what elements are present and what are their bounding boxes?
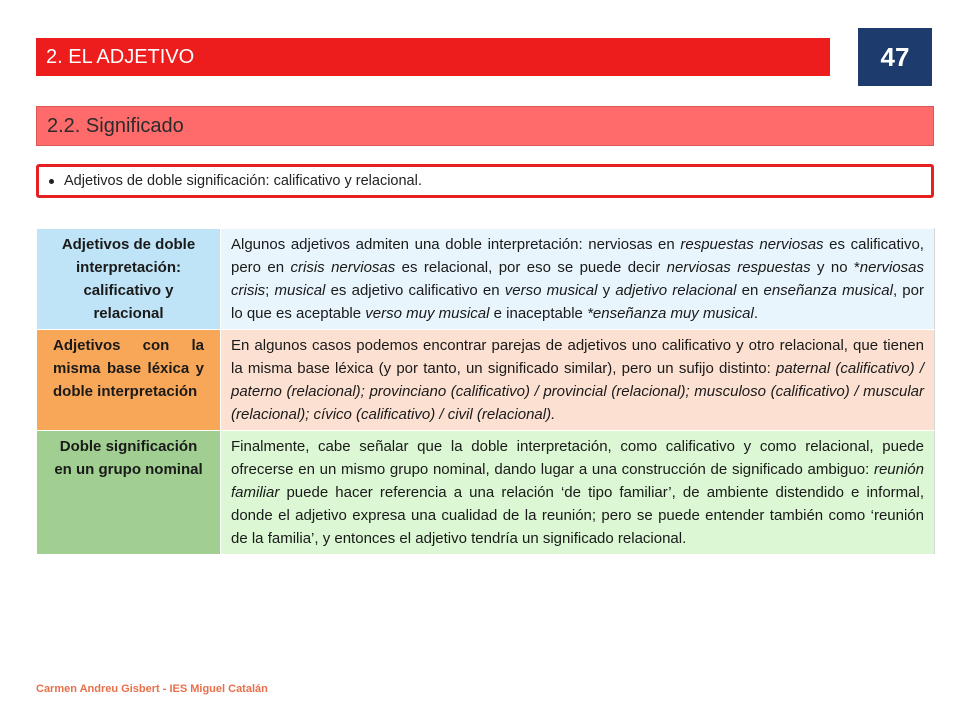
text-run: y no * bbox=[810, 259, 860, 276]
italic-text-run: enseñanza musical bbox=[763, 282, 893, 299]
bullet-icon bbox=[49, 179, 54, 184]
text-run: . bbox=[753, 305, 758, 322]
bullet-text: Adjetivos de doble significación: calificativo y relacional. bbox=[64, 173, 422, 189]
section-title: 2.2. Significado bbox=[47, 115, 184, 137]
row-content-cell bbox=[221, 229, 935, 330]
text-run: y bbox=[597, 282, 616, 299]
row-label: Adjetivos con la misma base léxica y doble interpretación bbox=[53, 337, 204, 400]
text-run: En algunos casos podemos encontrar parejas de adjetivos uno calificativo y otro relacional, que tienen la misma base léxica (y por tanto, un significado similar), pero un sufijo distinto: bbox=[231, 337, 924, 377]
italic-text-run: verso musical bbox=[504, 282, 598, 299]
italic-text-run: respuestas nerviosas bbox=[680, 236, 824, 253]
row-content-cell bbox=[221, 431, 935, 555]
text-run: Algunos adjetivos admiten una doble interpretación: nerviosas en bbox=[231, 236, 681, 253]
row-label-cell bbox=[37, 229, 221, 330]
row-label: Doble significación en un grupo nominal bbox=[54, 438, 203, 478]
italic-text-run: nerviosas crisis bbox=[231, 259, 924, 299]
table-row bbox=[37, 330, 935, 431]
italic-text-run: *enseñanza muy musical bbox=[587, 305, 754, 322]
text-run: es relacional, por eso se puede decir bbox=[395, 259, 667, 276]
row-content-cell bbox=[221, 330, 935, 431]
italic-text-run: crisis nerviosas bbox=[290, 259, 396, 276]
text-run: , por lo que es aceptable bbox=[231, 282, 924, 322]
italic-text-run: nerviosas respuestas bbox=[666, 259, 811, 276]
bullet-box bbox=[36, 164, 934, 198]
text-run: es adjetivo calificativo en bbox=[325, 282, 505, 299]
row-label-cell bbox=[37, 330, 221, 431]
slide-number-box bbox=[858, 28, 932, 86]
italic-text-run: adjetivo relacional bbox=[615, 282, 737, 299]
row-label: Adjetivos de doble interpretación: calificativo y relacional bbox=[61, 236, 196, 322]
table-row bbox=[37, 229, 935, 330]
chapter-title-bar bbox=[36, 38, 830, 76]
italic-text-run: paternal (calificativo) / paterno (relacional); provinciano (calificativo) / provincial (relacional); musculoso (calificativo) / muscular (relacional); cívico (calificativo) / civil (relacional). bbox=[231, 360, 924, 423]
text-run: ; bbox=[265, 282, 275, 299]
row-label-cell bbox=[37, 431, 221, 555]
text-run: puede hacer referencia a una relación ‘de tipo familiar’, de ambiente distendido e informal, donde el adjetivo expresa una cualidad de la reunión; pero se puede entender también como ‘reunión de la familia’, y entonces el adjetivo tendría un significado relacional. bbox=[231, 484, 924, 547]
text-run: es calificativo, pero en bbox=[231, 236, 924, 276]
section-title-bar bbox=[36, 106, 934, 146]
table-row bbox=[37, 431, 935, 555]
italic-text-run: musical bbox=[274, 282, 326, 299]
content-table bbox=[36, 228, 935, 555]
text-run: en bbox=[736, 282, 764, 299]
italic-text-run: verso muy musical bbox=[365, 305, 490, 322]
text-run: e inaceptable bbox=[489, 305, 588, 322]
footer-author: Carmen Andreu Gisbert - IES Miguel Catalán bbox=[36, 683, 268, 695]
italic-text-run: reunión familiar bbox=[231, 461, 924, 501]
slide-number: 47 bbox=[880, 41, 910, 72]
chapter-title: 2. EL ADJETIVO bbox=[46, 46, 195, 68]
text-run: Finalmente, cabe señalar que la doble interpretación, como calificativo y como relacional, puede ofrecerse en un mismo grupo nominal, dando lugar a una construcción de significado ambiguo: bbox=[231, 438, 924, 478]
